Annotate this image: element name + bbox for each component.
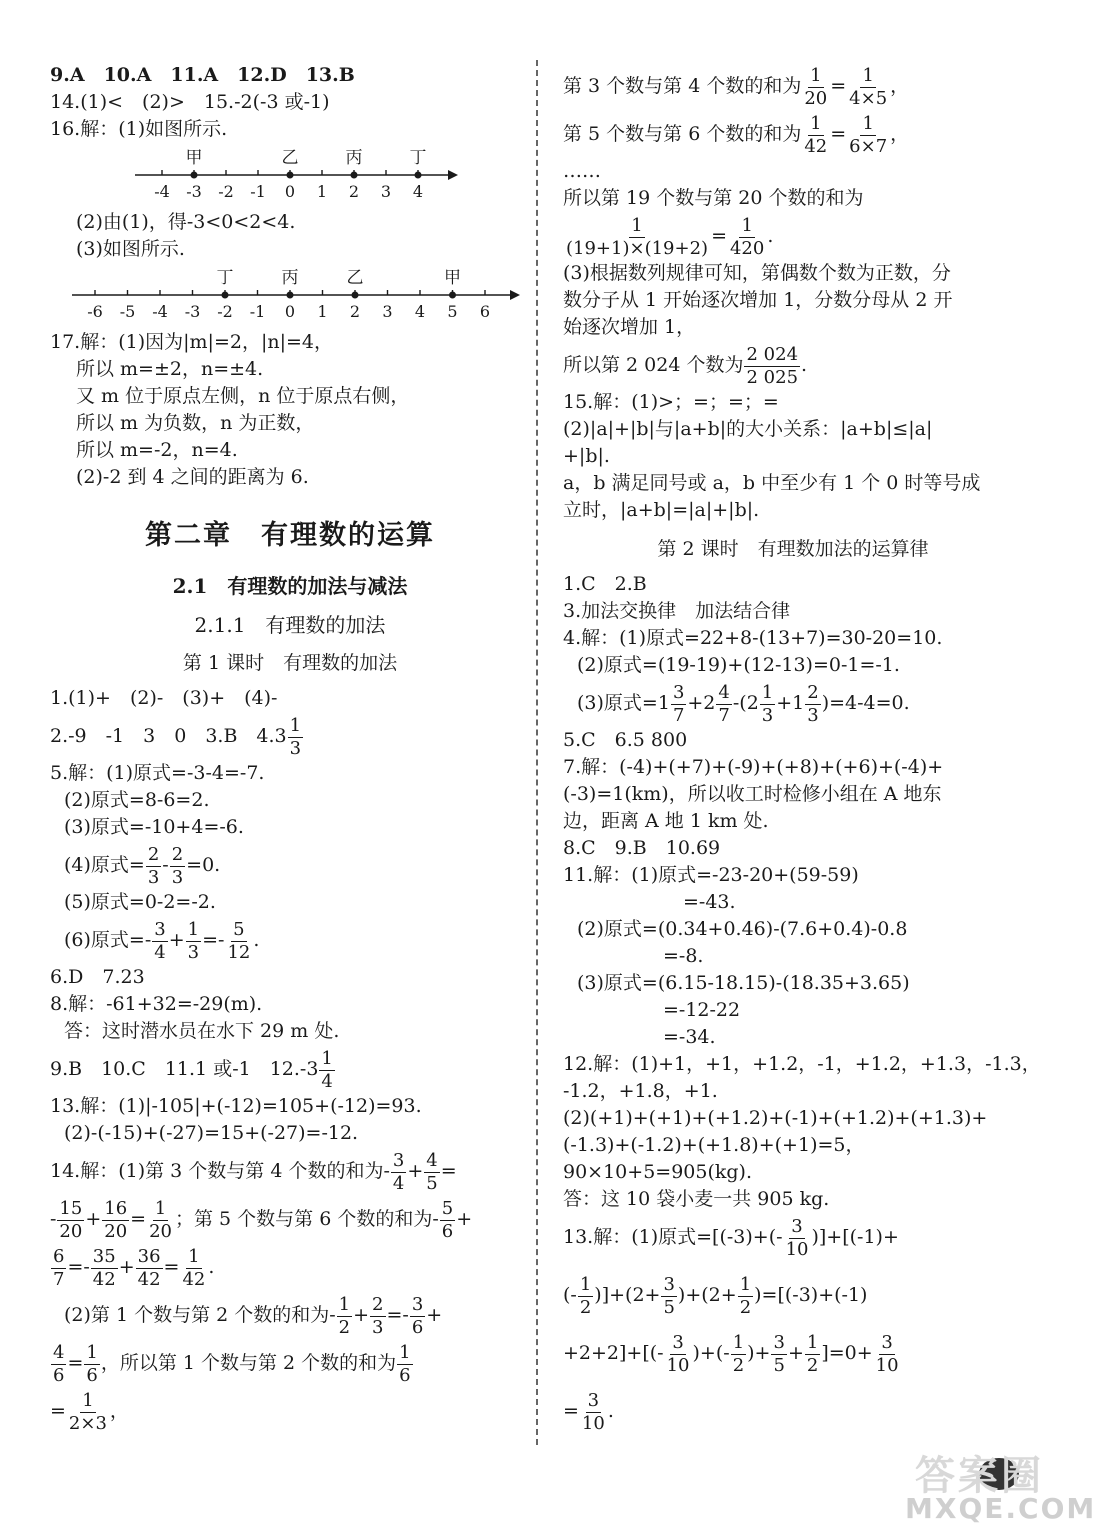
answer-line: …… [563, 160, 601, 182]
tick-label: 1 [317, 302, 328, 321]
number-line-2 [50, 263, 530, 325]
point-label: 丁 [216, 268, 234, 288]
answer-line: 第 5 个数与第 6 个数的和为 $\frac{1}{42}$ = $\frac{1}{6\times 7}$ ， [563, 112, 910, 157]
tick-label: -6 [87, 302, 103, 321]
answer-line: 1.(1)+ (2)- (3)+ (4)- [50, 687, 278, 709]
answer-line: =-8. [663, 945, 704, 967]
answer-line: +2+2]+[(- $\frac{3}{10}$ )+(- $\frac{1}{2}$ )+ $\frac{3}{5}$ + $\frac{1}{2}$ ]=0+ $\frac{3}{10}$ [563, 1331, 899, 1376]
point-dot [449, 292, 456, 299]
fraction: $\frac{1}{2}$ [739, 1273, 752, 1318]
answer-line: (2)(+1)+(+1)+(+1.2)+(-1)+(+1.2)+(+1.3)+ [563, 1107, 988, 1129]
fraction: $\frac{3}{5}$ [773, 1331, 785, 1376]
number-line-1 [50, 143, 530, 205]
fraction: $\frac{3}{10}$ [875, 1331, 899, 1376]
tick-label: 1 [316, 182, 328, 201]
fraction: $\frac{2}{3}$ [807, 681, 819, 726]
tick-label: 0 [284, 182, 296, 201]
answer-line: 边，距离 A 地 1 km 处. [563, 810, 769, 832]
fraction: $\frac{1}{42}$ [804, 112, 828, 157]
point-dot [351, 172, 358, 179]
fraction: $\frac{5}{6}$ [441, 1197, 454, 1242]
answer-line: (2)由(1)，得-3<0<2<4. [76, 211, 296, 233]
answer-line: 16.解：(1)如图所示. [50, 118, 228, 140]
fraction: $\frac{1}{420}$ [729, 214, 765, 259]
answer-line: (3)原式=-10+4=-6. [64, 816, 244, 838]
point-label: 甲 [185, 148, 203, 168]
answer-line: 17.解：(1)因为|m|=2，|n|=4， [50, 331, 334, 353]
answer-line: 立时，|a+b|=|a|+|b|. [563, 499, 760, 521]
answer-line: 14.(1)< (2)> 15.-2(-3 或-1) [50, 91, 330, 113]
tick-label: -5 [119, 302, 136, 321]
fraction: $\frac{1}{42}$ [182, 1245, 206, 1290]
lesson-title: 第 2 课时 有理数加法的运算律 [657, 538, 929, 560]
fraction: $\frac{1}{20}$ [149, 1197, 172, 1242]
answer-line: (-3)=1(km)，所以收工时检修小组在 A 地东 [563, 783, 942, 805]
tick-label: 3 [382, 302, 393, 321]
tick-label: 4 [414, 302, 426, 321]
answer-line: 4.解：(1)原式=22+8-(13+7)=30-20=10. [563, 627, 943, 649]
answer-line: 13.解：(1)原式=[(-3)+(- $\frac{3}{10}$ )]+[(-1)+ [563, 1215, 899, 1260]
tick-label: 5 [447, 302, 458, 321]
fraction: $\frac{1}{6}$ [86, 1341, 98, 1386]
fraction: $\frac{1}{6}$ [399, 1341, 411, 1386]
answer-line: 7.解：(-4)+(+7)+(-9)+(+8)+(+6)+(-4)+ [563, 756, 944, 778]
answer-line: a，b 满足同号或 a，b 中至少有 1 个 0 时等号成 [563, 472, 981, 494]
answer-line: = $\frac{1}{2\times 3}$ ， [50, 1389, 129, 1434]
answer-line: (2)|a|+|b|与|a+b|的大小关系：|a+b|≤|a| [563, 418, 933, 440]
answer-line: (2)原式=(0.34+0.46)-(7.6+0.4)-0.8 [577, 918, 908, 940]
subsection-title: 2.1.1 有理数的加法 [194, 613, 386, 637]
fraction: $\frac{4}{6}$ [53, 1341, 65, 1386]
point-dot [352, 292, 359, 299]
fraction: $\frac{2}{3}$ [171, 843, 184, 888]
fraction: $\frac{1}{3}$ [761, 681, 774, 726]
answer-line: - $\frac{15}{20}$ + $\frac{16}{20}$ = $\frac{1}{20}$ ；第 5 个数与第 6 个数的和为- $\frac{5}{6}$ + [50, 1197, 473, 1242]
point-label: 甲 [444, 268, 461, 288]
tick-label: 3 [380, 182, 392, 201]
fraction: $\frac{1}{3}$ [289, 714, 302, 759]
point-dot [287, 292, 294, 299]
answer-line: (6)原式=- $\frac{3}{4}$ + $\frac{1}{3}$ =- $\frac{5}{12}$ . [64, 918, 260, 963]
arrow-head-icon [510, 290, 520, 300]
tick-label: 2 [348, 182, 360, 201]
arrow-head-icon [448, 170, 458, 180]
answer-line: =-12-22 [663, 999, 741, 1021]
right-column [563, 62, 1041, 1435]
answer-line: =-34. [663, 1026, 716, 1048]
answer-line: 12.解：(1)+1，+1，+1.2，-1，+1.2，+1.3，-1.3， [563, 1053, 1041, 1075]
point-label: 乙 [281, 148, 299, 168]
answer-line: (2)第 1 个数与第 2 个数的和为- $\frac{1}{2}$ + $\frac{2}{3}$ =- $\frac{3}{6}$ + [64, 1293, 443, 1338]
fraction: $\frac{1}{20}$ [804, 64, 828, 109]
answer-line: (2)-2 到 4 之间的距离为 6. [76, 466, 309, 488]
fraction: $\frac{3}{10}$ [785, 1215, 809, 1260]
point-label: 丙 [345, 148, 363, 168]
answer-line: (3)如图所示. [76, 238, 185, 260]
tick-label: -3 [184, 302, 201, 321]
answer-line: 13.解：(1)|-105|+(-12)=105+(-12)=93. [50, 1095, 422, 1117]
fraction: $\frac{3}{7}$ [672, 681, 685, 726]
fraction: $\frac{36}{42}$ [137, 1245, 161, 1290]
fraction: $\frac{3}{10}$ [581, 1389, 605, 1434]
point-label: 丁 [409, 148, 427, 168]
answer-line: 始逐次增加 1， [563, 316, 696, 338]
fraction: $\frac{3}{4}$ [392, 1149, 405, 1194]
answer-line: 90×10+5=905(kg). [563, 1161, 753, 1183]
answer-line: (4)原式= $\frac{2}{3}$ - $\frac{2}{3}$ =0. [64, 843, 221, 888]
point-dot [415, 172, 422, 179]
fraction: $\frac{1}{2}$ [579, 1273, 592, 1318]
answer-line: 6.D 7.23 [50, 966, 145, 988]
fraction: $\frac{5}{12}$ [227, 918, 251, 963]
fraction: $\frac{3}{6}$ [411, 1293, 424, 1338]
answer-line: 8.解：-61+32=-29(m). [50, 993, 263, 1015]
tick-label: 6 [479, 302, 491, 321]
tick-label: -1 [250, 182, 266, 201]
answer-line: 第 3 个数与第 4 个数的和为 $\frac{1}{20}$ = $\frac{1}{4\times 5}$ ， [563, 64, 910, 109]
answer-line: $\frac{6}{7}$ =- $\frac{35}{42}$ + $\frac{36}{42}$ = $\frac{1}{42}$ . [53, 1245, 215, 1290]
answer-line: 11.解：(1)原式=-23-20+(59-59) [563, 864, 859, 886]
answer-line: 所以第 19 个数与第 20 个数的和为 [563, 187, 864, 209]
fraction: $\frac{2}{3}$ [147, 843, 160, 888]
lesson-title: 第 1 课时 有理数的加法 [182, 652, 398, 674]
fraction: $\frac{4}{5}$ [426, 1149, 438, 1194]
answer-line [50, 712, 530, 760]
answer-line: -1.2，+1.8，+1. [563, 1080, 718, 1102]
answer-line: $\frac{1}{(19+1)\times(19+2)}$ = $\frac{1}{420}$ . [566, 214, 774, 259]
fraction: $\frac{2}{3}$ [372, 1293, 384, 1338]
fraction: $\frac{3}{10}$ [666, 1331, 690, 1376]
tick-label: -2 [217, 302, 233, 321]
answer-line: 所以 m 为负数，n 为正数， [76, 412, 315, 434]
tick-label: 0 [284, 302, 296, 321]
answer-line: +|b|. [563, 445, 610, 467]
answer-line: $\frac{4}{6}$ = $\frac{1}{6}$ ，所以第 1 个数与第 2 个数的和为 $\frac{1}{6}$ [53, 1341, 411, 1386]
answer-line: 14.解：(1)第 3 个数与第 4 个数的和为- $\frac{3}{4}$ + $\frac{4}{5}$ = [50, 1149, 457, 1194]
fraction: $\frac{35}{42}$ [92, 1245, 116, 1290]
tick-label: -2 [218, 182, 234, 201]
answer-line: 5.C 6.5 800 [563, 729, 688, 751]
watermark-logo [893, 1440, 1096, 1526]
answer-line: = $\frac{3}{10}$ . [563, 1389, 614, 1434]
tick-label: 4 [412, 182, 424, 201]
column-divider [536, 60, 538, 1445]
point-label: 乙 [346, 268, 364, 288]
fraction: $\frac{1}{4\times 5}$ [849, 64, 888, 109]
answer-line: 所以第 2 024 个数为 $\frac{2 024}{2 025}$ . [563, 343, 808, 388]
line-text: 2.-9 -1 3 0 3.B 4.3 [50, 725, 287, 747]
answer-line: (- $\frac{1}{2}$ )]+(2+ $\frac{3}{5}$ )+(2+ $\frac{1}{2}$ )=[(-3)+(-1) [563, 1273, 868, 1318]
answer-line: 1.C 2.B [563, 573, 647, 595]
fraction: $\frac{16}{20}$ [104, 1197, 128, 1242]
tick-label: -4 [152, 302, 168, 321]
fraction: $\frac{2 024}{2 025}$ [746, 343, 799, 388]
answer-line: 所以 m=-2，n=4. [76, 439, 238, 461]
tick-label: -1 [249, 302, 266, 321]
answer-line: 答：这 10 袋小麦一共 905 kg. [563, 1188, 830, 1210]
fraction: $\frac{1}{6\times 7}$ [849, 112, 888, 157]
answer-line: 又 m 位于原点左侧，n 位于原点右侧， [76, 385, 410, 407]
tick-label: -3 [186, 182, 202, 201]
answer-line: (2)原式=(19-19)+(12-13)=0-1=-1. [577, 654, 900, 676]
fraction: $\frac{4}{7}$ [718, 681, 730, 726]
fraction: $\frac{1}{4}$ [321, 1047, 333, 1092]
fraction: $\frac{1}{2}$ [806, 1331, 819, 1376]
answer-line: =-43. [683, 891, 736, 913]
answer-line: 5.解：(1)原式=-3-4=-7. [50, 762, 265, 784]
fraction: $\frac{1}{3}$ [187, 918, 200, 963]
chapter-title: 第二章 有理数的运算 [145, 520, 435, 551]
point-dot [287, 172, 294, 179]
section-title: 2.1 有理数的加法与减法 [172, 574, 408, 598]
tick-label: 2 [349, 302, 361, 321]
answer-line: (2)-(-15)+(-27)=15+(-27)=-12. [64, 1122, 359, 1144]
answer-line: 数分子从 1 开始逐次增加 1，分数分母从 2 开 [563, 289, 953, 311]
point-dot [191, 172, 198, 179]
fraction: $\frac{1}{2\times 3}$ [68, 1389, 107, 1434]
fraction: $\frac{1}{2}$ [338, 1293, 351, 1338]
answer-line: (-1.3)+(-1.2)+(+1.8)+(+1)=5， [563, 1134, 865, 1156]
answer-line: 9.A 10.A 11.A 12.D 13.B [50, 64, 355, 86]
answer-line: 答：这时潜水员在水下 29 m 处. [64, 1020, 340, 1042]
fraction: $\frac{3}{4}$ [154, 918, 166, 963]
fraction: $\frac{1}{(19+1)\times(19+2)}$ [566, 214, 709, 259]
answer-line: 9.B 10.C 11.1 或-1 12.-3 $\frac{1}{4}$ [50, 1047, 333, 1092]
point-label: 丙 [281, 268, 299, 288]
tick-label: -4 [154, 182, 170, 201]
answer-line: (3)原式=1 $\frac{3}{7}$ +2 $\frac{4}{7}$ -(2 $\frac{1}{3}$ +1 $\frac{2}{3}$ )=4-4=0. [577, 681, 910, 726]
answer-line: 15.解：(1)>；=；=；= [563, 391, 779, 413]
fraction: $\frac{1}{2}$ [732, 1331, 745, 1376]
answer-line: (5)原式=0-2=-2. [64, 891, 216, 913]
answer-line: 所以 m=±2，n=±4. [76, 358, 264, 380]
point-dot [222, 292, 229, 299]
left-column [50, 62, 530, 1435]
answer-line: 8.C 9.B 10.69 [563, 837, 721, 859]
fraction: $\frac{3}{5}$ [663, 1273, 675, 1318]
answer-line: (3)根据数列规律可知，第偶数个数为正数，分 [563, 262, 951, 284]
fraction: $\frac{15}{20}$ [59, 1197, 83, 1242]
fraction: $\frac{6}{7}$ [53, 1245, 65, 1290]
watermark-url: MXQE.COM [905, 1492, 1096, 1525]
answer-line: 3.加法交换律 加法结合律 [563, 600, 791, 622]
watermark-text: 答案圈 [915, 1453, 1044, 1499]
answer-line: (3)原式=(6.15-18.15)-(18.35+3.65) [577, 972, 910, 994]
answer-line: (2)原式=8-6=2. [64, 789, 210, 811]
